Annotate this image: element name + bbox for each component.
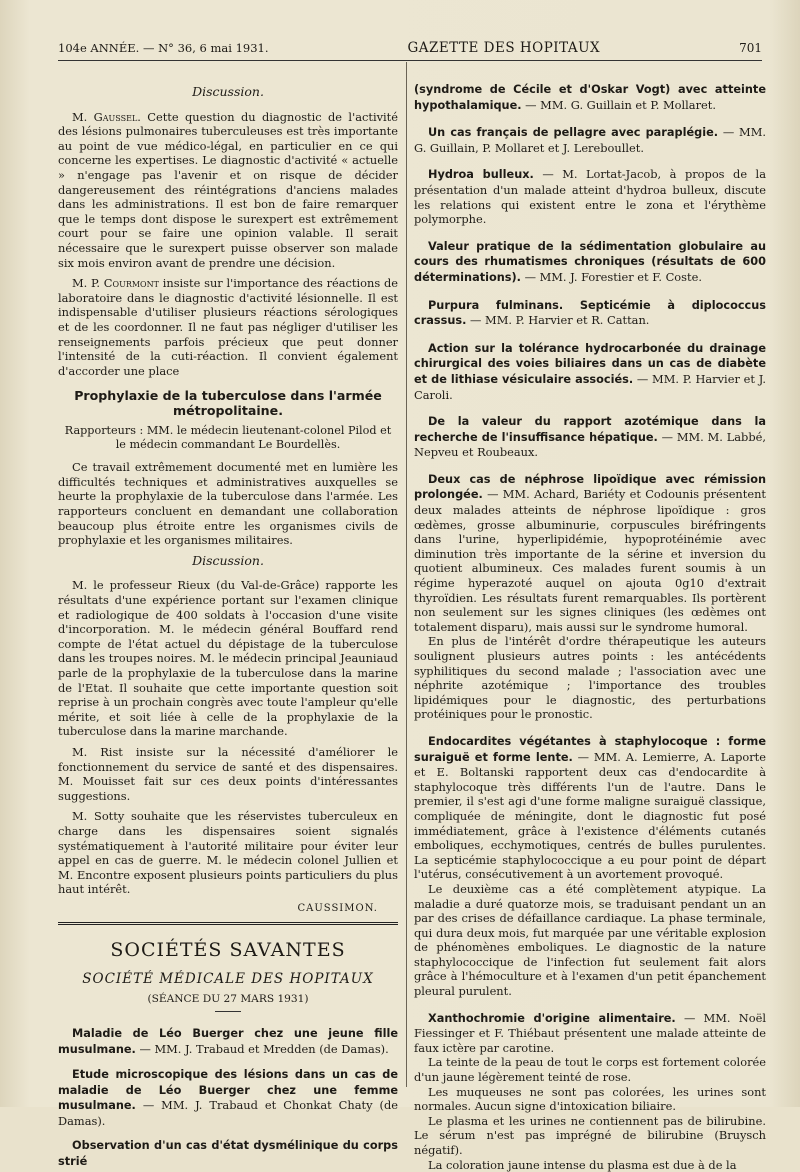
item-sedimentation bbox=[414, 239, 766, 286]
article-heading-prophylaxie: Prophylaxie de la tuberculose dans l'armée métropolitaine. bbox=[74, 388, 382, 419]
discussion-heading-2: Discussion. bbox=[192, 552, 264, 568]
paragraph-gaussel bbox=[58, 110, 398, 271]
item-text: — M. Lortat-Jacob, à propos de la présentation d'un malade atteint d'hydroa bulleux, discute les relations qui existent entre le zona et l'érythème polymorphe. bbox=[414, 167, 766, 227]
item-title: Xanthochromie d'origine alimentaire. bbox=[428, 1011, 676, 1025]
item-title: Observation d'un cas d'état dysmélinique du corps strié bbox=[58, 1139, 398, 1169]
item-purpura bbox=[414, 298, 766, 329]
item-drainage bbox=[414, 341, 766, 402]
paragraph-xantho-2: La teinte de la peau de tout le corps est fortement colorée d'un jaune légèrement teinté de rose. bbox=[414, 1055, 766, 1085]
column-divider bbox=[406, 62, 407, 1087]
item-endocardites bbox=[414, 734, 766, 882]
item-nephrose bbox=[414, 472, 766, 635]
discussion-heading-1: Discussion. bbox=[192, 84, 264, 99]
item-dysmelinique bbox=[58, 1138, 398, 1169]
item-title: Maladie de Léo Buerger chez une jeune fille musulmane. bbox=[58, 1026, 398, 1056]
item-pellagre bbox=[414, 125, 766, 155]
item-azotemique bbox=[414, 414, 766, 460]
paragraph-rieux: M. le professeur Rieux (du Val-de-Grâce) rapporte les résultats d'une expérience portant sur l'examen clinique et radiologique de 400 soldats à l'occasion d'une visite d'incorporation. M. le médecin général Bouffard rend compte de l'état actuel du dépistage de la tuberculose dans les troupes noires. M. le médecin principal Jeauniaud parle de la prophylaxie de la tuberculose dans la marine de l'Etat. Il souhaite que cette importante question soit reprise à un prochain congrès avec toute l'ampleur qu'elle mérite, et soit liée à celle de la prophylaxie de la tuberculose dans la marine marchande. bbox=[58, 578, 398, 739]
item-hydroa bbox=[414, 167, 766, 226]
paragraph-xantho-3: Les muqueuses ne sont pas colorées, les urines sont normales. Aucun signe d'intoxication biliaire. bbox=[414, 1084, 766, 1114]
item-title: De la valeur du rapport azotémique dans la recherche de l'insuffisance hépatique. bbox=[414, 415, 766, 444]
paragraph-nephrose-2: En plus de l'intérêt d'ordre thérapeutique les auteurs soulignent plusieurs autres points : les antécédents syphilitiques du second malade ; l'association avec une néphrite azotémique ; l'importance des troubles lipidémiques pour le diagnostic, des perturbations protéiniques pour le pronostic. bbox=[414, 634, 766, 722]
author-name: M. Gaussel. bbox=[72, 109, 141, 124]
issue-info: 104e ANNÉE. — N° 36, 6 mai 1931. bbox=[58, 41, 269, 55]
rapporteurs-line-2: le médecin commandant Le Bourdellès. bbox=[115, 438, 341, 452]
item-title: Hydroa bulleux. bbox=[428, 168, 534, 182]
item-title: (syndrome de Cécile et d'Oskar Vogt) avec atteinte hypothalamique. bbox=[414, 83, 766, 112]
left-column bbox=[58, 82, 398, 1169]
item-authors: — MM. M. Labbé, Nepveu et Roubeaux. bbox=[414, 429, 766, 460]
header-rule bbox=[58, 60, 762, 61]
item-authors: — MM. P. Harvier et J. Caroli. bbox=[414, 371, 766, 402]
item-authors: — MM. J. Forestier et F. Coste. bbox=[520, 269, 702, 284]
item-authors: — MM. G. Guillain, P. Mollaret et J. Lereboullet. bbox=[414, 125, 766, 155]
paragraph-sotty: M. Sotty souhaite que les réservistes tuberculeux en charge dans les dispensaires soient signalés systématiquement à l'autorité militaire pour éviter leur appel en cas de guerre. M. le médecin colonel Jullien et M. Encontre exposent plusieurs points particuliers du plus haut intérêt. bbox=[58, 809, 398, 897]
paragraph-xantho-4: Le plasma et les urines ne contiennent pas de bilirubine. Le sérum n'est pas imprégné de bilirubine (Bruysch négatif). bbox=[414, 1113, 766, 1157]
item-authors: — MM. J. Trabaud et Mredden (de Damas). bbox=[135, 1041, 389, 1056]
journal-title: GAZETTE DES HOPITAUX bbox=[407, 40, 601, 56]
item-text: — MM. A. Lemierre, A. Laporte et E. Boltanski rapportent deux cas d'endocardite à staphylocoque très différents l'un de l'autre. Dans le premier, il s'est agi d'une forme maligne suraiguë classique, compliquée de méningite, dont le diagnostic fut posé immédiatement, grâce à l'existence d'éléments cutanés emboliques, ecchymotiques, centrés de bulles purulentes. La septicémie staphylococcique a eu pour point de départ l'utérus, consécutivement à un avortement provoqué. bbox=[414, 749, 766, 882]
rapporteurs-line-1: Rapporteurs : MM. le médecin lieutenant-colonel Pilod et bbox=[64, 424, 392, 438]
item-title: Action sur la tolérance hydrocarbonée du drainage chirurgical des voies biliaires dans un cas de diabète et de lithiase vésiculaire associés. bbox=[414, 341, 766, 386]
short-divider bbox=[215, 1011, 241, 1012]
item-title: Purpura fulminans. Septicémie à diplococcus crassus. bbox=[414, 298, 766, 328]
society-title: SOCIÉTÉ MÉDICALE DES HOPITAUX bbox=[82, 970, 374, 987]
item-vogt bbox=[414, 82, 766, 113]
section-title: SOCIÉTÉS SAVANTES bbox=[110, 938, 346, 961]
signature: CAUSSIMON. bbox=[297, 902, 378, 914]
item-title: Etude microscopique des lésions dans un cas de maladie de Léo Buerger chez une femme musulmane. bbox=[58, 1068, 398, 1113]
page-header bbox=[58, 40, 762, 62]
item-title: Endocardites végétantes à staphylocoque : forme suraiguë et forme lente. bbox=[414, 734, 766, 764]
item-text: — MM. Achard, Bariéty et Codounis présentent deux malades atteints de néphrose lipoïdique : gros œdèmes, grosse albuminurie, corpuscules biréfringents dans l'urine, hyperlipidémie, hypoprotéinémie avec diminution très importante de la sérine et inversion du quotient albumineux. Ces malades furent soumis à un régime hyperazoté auquel on ajouta 0g10 d'extrait thyroïdien. Les résultats furent remarquables. Ils portèrent non seulement sur les signes cliniques (les œdèmes ont totalement disparu), mais aussi sur le syndrome humoral. bbox=[414, 487, 766, 634]
paragraph-travail: Ce travail extrêmement documenté met en lumière les difficultés techniques et administratives auxquelles se heurte la prophylaxie de la tuberculose dans l'armée. Les rapporteurs concluent en demandant une collaboration beaucoup plus étroite entre les organismes civils de prophylaxie et les organismes militaires. bbox=[58, 460, 398, 548]
item-text: — MM. Noël Fiessinger et F. Thiébaut présentent une malade atteinte de faux ictère par carotine. bbox=[414, 1010, 766, 1055]
page-number: 701 bbox=[739, 41, 762, 55]
rapporteurs bbox=[58, 424, 398, 452]
paragraph-rist: M. Rist insiste sur la nécessité d'améliorer le fonctionnement du service de santé et des dispensaires. M. Mouisset fait sur ces deux points d'intéressantes suggestions. bbox=[58, 744, 398, 803]
item-title: Deux cas de néphrose lipoïdique avec rémission prolongée. bbox=[414, 472, 766, 502]
item-title: Un cas français de pellagre avec paraplégie. bbox=[428, 126, 719, 140]
paragraph-xantho-5: La coloration jaune intense du plasma est due à de la bbox=[428, 1157, 737, 1172]
item-buerger-2 bbox=[58, 1067, 398, 1128]
author-name: M. P. Courmont bbox=[72, 276, 159, 291]
paragraph-endocardites-2: Le deuxième cas a été complètement atypique. La maladie a duré quatorze mois, se traduisant pendant un an par des crises de défaillance cardiaque. La phase terminale, qui dura deux mois, fut marquée par une véritable explosion de phénomènes emboliques. Le diagnostic de la nature staphylococcique de l'infection fut seulement fait alors grâce à l'hémoculture et à l'examen d'un petit épanchement pleural purulent. bbox=[414, 881, 766, 999]
right-column bbox=[414, 82, 766, 1172]
paragraph-text: insiste sur l'importance des réactions de laboratoire dans le diagnostic d'activité lésionnelle. Il est indispensable d'utiliser plusieurs réactions sérologiques et de les coordonner. Il ne faut pas négliger d'utiliser les renseignements parfois précieux que peut donner l'intensité de la cuti-réaction. Il convient également d'accorder une place bbox=[58, 276, 398, 378]
paragraph-courmont bbox=[58, 276, 398, 378]
item-authors: — MM. P. Harvier et R. Cattan. bbox=[466, 313, 650, 328]
item-xanthochromie bbox=[414, 1011, 766, 1056]
item-authors: — MM. G. Guillain et P. Mollaret. bbox=[521, 97, 716, 112]
paragraph-text: Cette question du diagnostic de l'activité des lésions pulmonaires tuberculeuses est très importante au point de vue médico-légal, en particulier en ce qui concerne les expertises. Le diagnostic d'activité « actuelle » n'engage pas l'avenir et on risque de décider dangereusement des réintégrations d'anciens malades dans les administrations. Il est bon de faire remarquer que le temps dont dispose le surexpert est extrêmement court pour se faire une opinion valable. Il serait nécessaire que le surexpert puisse observer son malade six mois environ avant de prendre une décision. bbox=[58, 109, 398, 270]
item-authors: — MM. J. Trabaud et Chonkat Chaty (de Damas). bbox=[58, 1098, 398, 1128]
session-date: (SÉANCE DU 27 MARS 1931) bbox=[147, 992, 309, 1005]
section-divider bbox=[58, 922, 398, 925]
item-buerger-1 bbox=[58, 1026, 398, 1057]
item-title: Valeur pratique de la sédimentation globulaire au cours des rhumatismes chroniques (résultats de 600 déterminations). bbox=[414, 239, 766, 284]
